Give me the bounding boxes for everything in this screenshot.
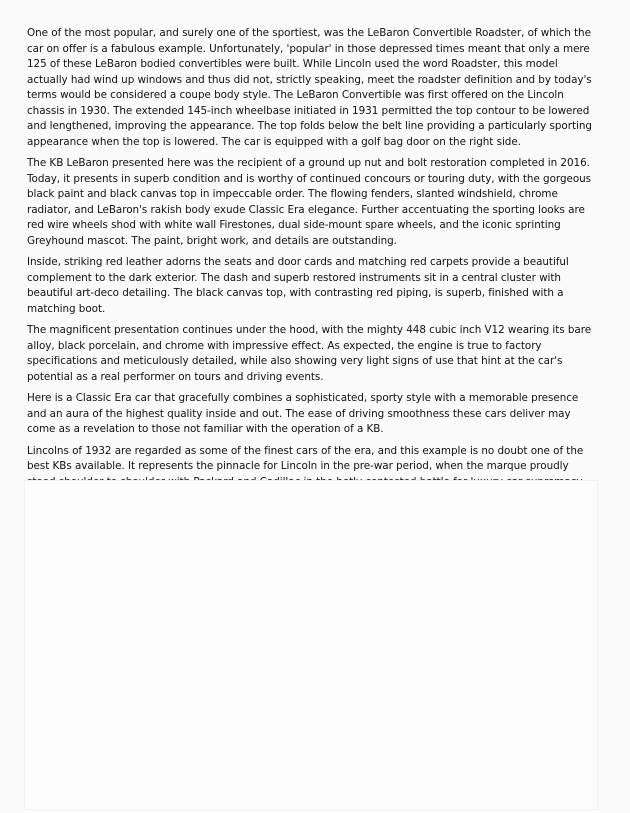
article-body (27, 26, 597, 496)
paragraph-roadster-history: One of the most popular, and surely one of the sportiest, was the LeBaron Convertible Roadster, of which the car on offer is a fabulous example. Unfortunately, 'popular' in those depressed times meant that only a mere 125 of these LeBaron bodied convertibles were built. While Lincoln used the word Roadster, this model actually had wind up windows and thus did not, strictly speaking, meet the roadster definition and by today's terms would be considered a coupe body style. The LeBaron Convertible was first offered on the Lincoln chassis in 1930. The extended 145-inch wheelbase initiated in 1931 permitted the top contour to be lowered and lengthened, improving the appearance. The top folds below the belt line providing a particularly sporting appearance when the top is lowered. The car is equipped with a golf bag door on the right side. (27, 27, 592, 148)
blank-image-area (24, 480, 598, 810)
paragraph-summary: Here is a Classic Era car that gracefully combines a sophisticated, sporty style with a memorable presence and an aura of the highest quality inside and out. The ease of driving smoothness these cars deliver may come as a revelation to those not familiar with the operation of a KB. (27, 392, 579, 435)
paragraph-interior: Inside, striking red leather adorns the seats and door cards and matching red carpets provide a beautiful complement to the dark exterior. The dash and superb restored instruments sit in a central cluster with beautiful art-deco detailing. The black canvas top, with contrasting red piping, is superb, finished with a matching boot. (27, 256, 569, 315)
paragraph-engine: The magnificent presentation continues under the hood, with the mighty 448 cubic inch V12 wearing its bare alloy, black porcelain, and chrome with impressive effect. As expected, the engine is true to factory specifications and meticulously detailed, while also showing very light signs of use that hint at the car's potential as a real performer on tours and driving events. (27, 324, 592, 383)
paragraph-restoration: The KB LeBaron presented here was the recipient of a ground up nut and bolt restoration completed in 2016. Today, it presents in superb condition and is worthy of continued concours or touring duty, with the gorgeous black paint and black canvas top in impeccable order. The flowing fenders, slanted windshield, chrome radiator, and LeBaron's rakish body exude Classic Era elegance. Further accentuating the sporting looks are red wire wheels shod with white wall Firestones, dual side-mount spare wheels, and the iconic sprinting Greyhound mascot. The paint, bright work, and details are outstanding. (27, 157, 592, 247)
paragraph-conclusion: Lincolns of 1932 are regarded as some of the finest cars of the era, and this example is no doubt one of the best KBs available. It represents the pinnacle for Lincoln in the pre-war period, when the marque proudly (27, 444, 584, 472)
